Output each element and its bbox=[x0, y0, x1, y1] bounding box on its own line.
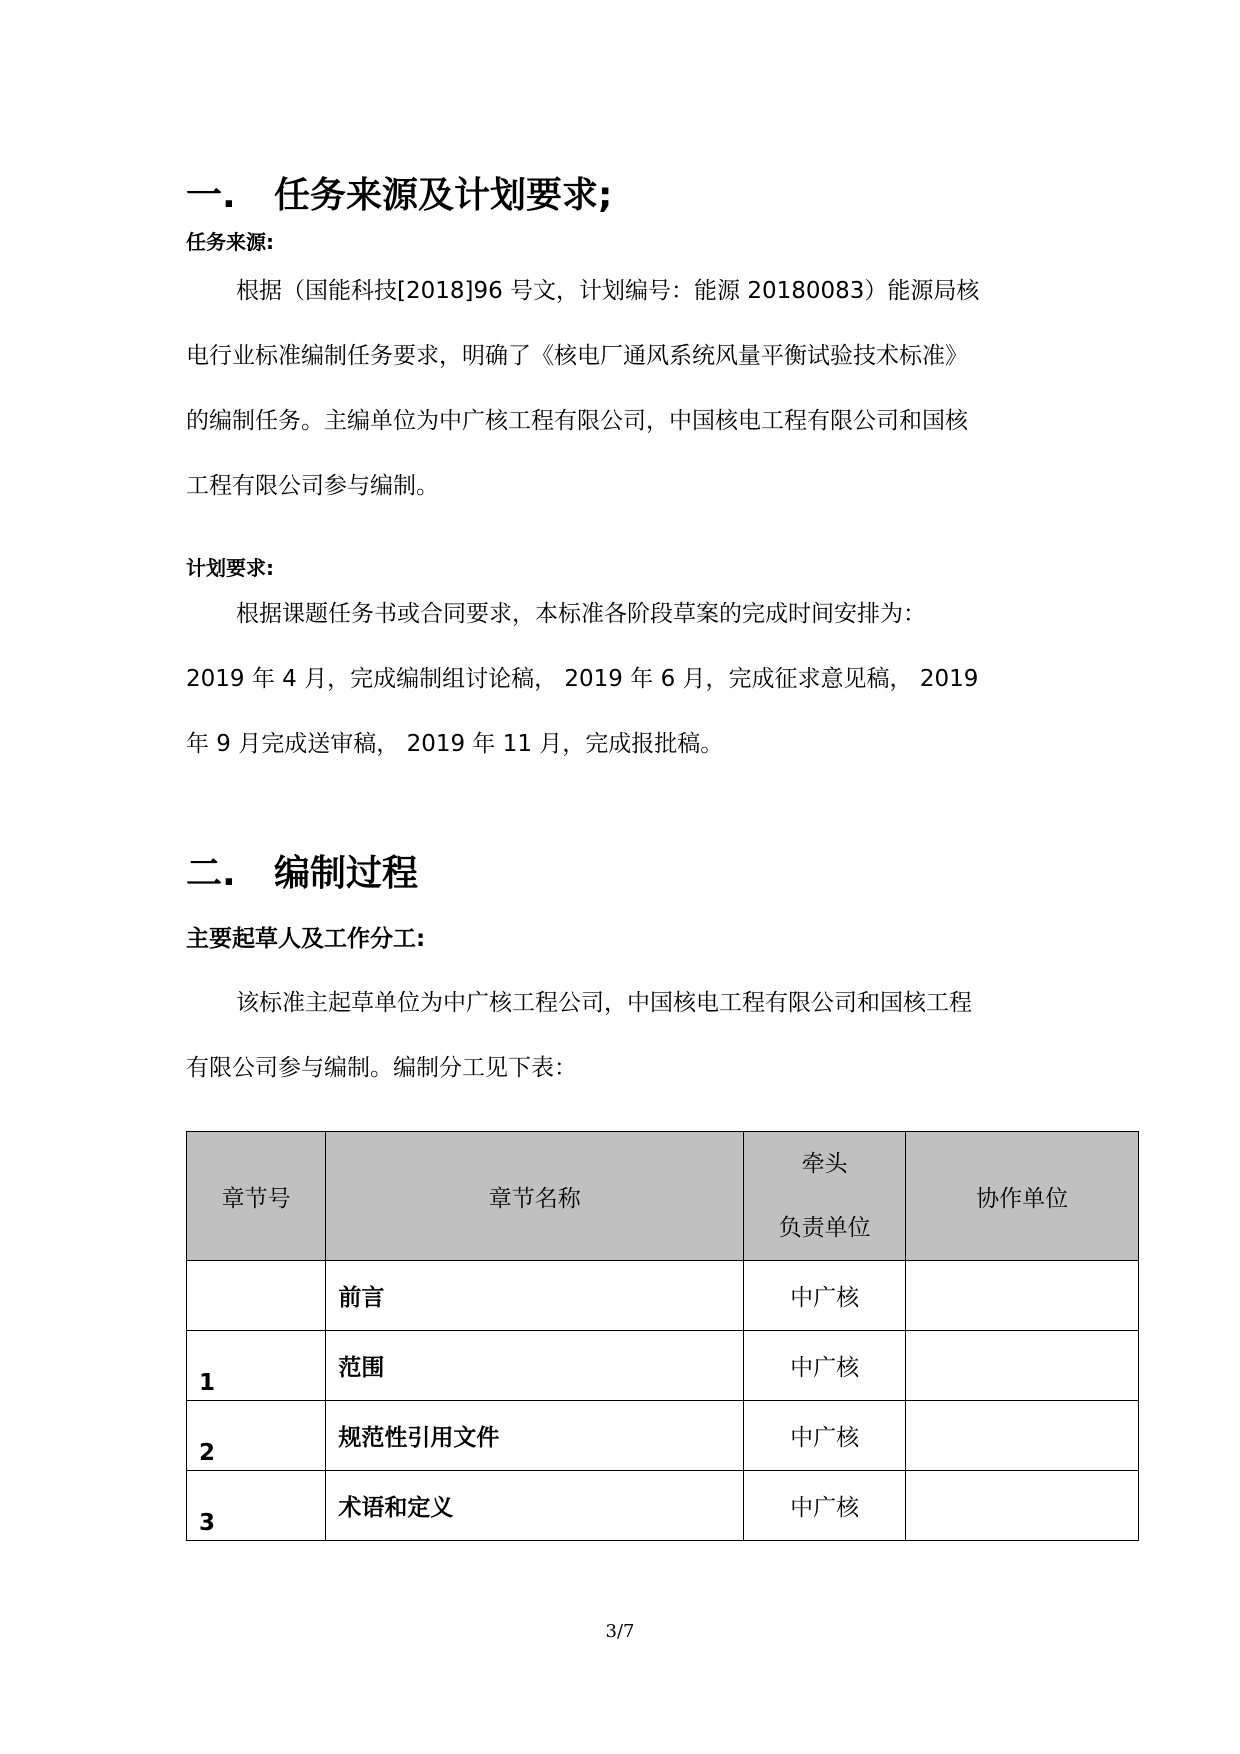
row-lead-unit: 中广核 bbox=[744, 1401, 906, 1471]
source-line-4: 工程有限公司参与编制。 bbox=[186, 473, 439, 499]
drafters-line-1: 该标准主起草单位为中广核工程公司，中国核电工程有限公司和国核工程 bbox=[236, 990, 972, 1016]
drafters-line-2: 有限公司参与编制。编制分工见下表： bbox=[186, 1055, 577, 1081]
source-line-3: 的编制任务。主编单位为中广核工程有限公司，中国核电工程有限公司和国核 bbox=[186, 408, 968, 434]
row-chapter-no: 1 bbox=[187, 1331, 326, 1401]
row-chapter-name: 范围 bbox=[326, 1331, 744, 1401]
plan-line-1: 根据课题任务书或合同要求，本标准各阶段草案的完成时间安排为： bbox=[236, 601, 926, 627]
header-lead-line2: 负责单位 bbox=[778, 1215, 871, 1241]
row-coop-unit bbox=[906, 1471, 1139, 1541]
row-coop-unit bbox=[906, 1261, 1139, 1331]
section-1-heading bbox=[186, 174, 612, 218]
section-2-title: 编制过程 bbox=[274, 853, 419, 894]
section-1-title: 任务来源及计划要求; bbox=[274, 175, 613, 216]
page-number: 3/7 bbox=[605, 1621, 635, 1642]
source-line-2: 电行业标准编制任务要求，明确了《核电厂通风系统风量平衡试验技术标准》 bbox=[186, 343, 968, 369]
row-lead-unit: 中广核 bbox=[744, 1471, 906, 1541]
table-row bbox=[187, 1471, 1139, 1541]
plan-label: 计划要求: bbox=[186, 556, 274, 580]
plan-line-3: 年 9 月完成送审稿， 2019 年 11 月，完成报批稿。 bbox=[186, 731, 724, 757]
plan-line-2: 2019 年 4 月，完成编制组讨论稿， 2019 年 6 月，完成征求意见稿， 2019 bbox=[186, 666, 979, 692]
table-row bbox=[187, 1331, 1139, 1401]
row-lead-unit: 中广核 bbox=[744, 1331, 906, 1401]
row-chapter-no: 3 bbox=[187, 1471, 326, 1541]
row-chapter-name: 规范性引用文件 bbox=[326, 1401, 744, 1471]
section-1-number: 一. bbox=[186, 175, 236, 216]
row-chapter-no bbox=[187, 1261, 326, 1331]
header-chapter-name: 章节名称 bbox=[326, 1132, 744, 1261]
row-coop-unit bbox=[906, 1401, 1139, 1471]
source-line-1: 根据（国能科技[2018]96 号文，计划编号：能源 20180083）能源局核 bbox=[236, 278, 980, 304]
table-row bbox=[187, 1261, 1139, 1331]
row-coop-unit bbox=[906, 1331, 1139, 1401]
header-lead-unit bbox=[744, 1132, 906, 1261]
row-chapter-name: 前言 bbox=[326, 1261, 744, 1331]
row-chapter-no: 2 bbox=[187, 1401, 326, 1471]
section-2-heading bbox=[186, 852, 418, 896]
header-chapter-no: 章节号 bbox=[187, 1132, 326, 1261]
header-lead-line1: 牵头 bbox=[801, 1151, 848, 1177]
header-coop-unit: 协作单位 bbox=[906, 1132, 1139, 1261]
drafters-label: 主要起草人及工作分工: bbox=[186, 926, 426, 952]
table-row bbox=[187, 1401, 1139, 1471]
table-header-row bbox=[187, 1132, 1139, 1261]
division-table bbox=[186, 1131, 1139, 1541]
section-2-number: 二. bbox=[186, 853, 236, 894]
row-chapter-name: 术语和定义 bbox=[326, 1471, 744, 1541]
row-lead-unit: 中广核 bbox=[744, 1261, 906, 1331]
source-label: 任务来源: bbox=[186, 230, 274, 254]
